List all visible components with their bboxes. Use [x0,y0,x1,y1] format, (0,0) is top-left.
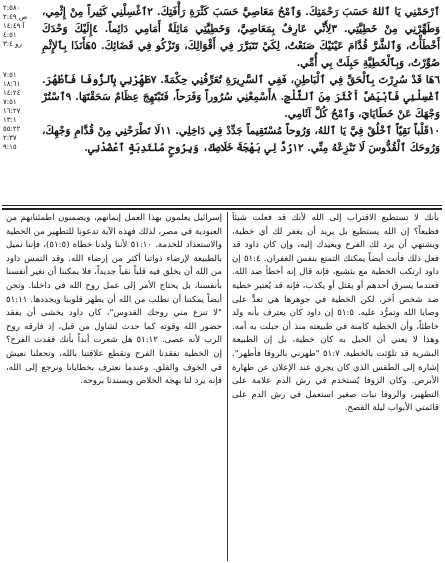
verse-paragraph: ٦هَا قَدْ سُرِرْتَ بِٱلْحَقِّ فِي ٱلْبَاطِنِ، فَفِي ٱلسَّرِيرَةِ تُعَرِّفُنِي حِكْمَةً. ٧طَهِّرْنِي بِٱلزُّوفَا فَأَطْهُرَ. ٱغْسِلْنِي فَأَبْيَضَّ أَكْثَرَ مِنَ ٱلثَّلْجِ. ٨أَسْمِعْنِي سُرُوراً وَفَرَحاً، فَتَبْتَهِجَ عِظَامٌ سَحَقْتَهَا. ٩ٱسْتُرْ وَجْهَكَ عَنْ خَطَايَايَ، وَٱمْحُ كُلَّ آثَامِي. [42,74,441,120]
divider-line [2,205,442,206]
cross-ref: ١٤:٢٤ [3,89,21,97]
cross-ref: ص ٢:٤٩ [3,13,28,21]
divider-line-thick [2,208,442,210]
column-divider [227,212,228,561]
cross-ref: آ ١٤:٤٩ [3,22,25,30]
scripture-section [0,4,445,205]
commentary-text: إسرائيل يعلمون بهذا العمل إيمانهم، ويضمنون اطمئنانهم من العبودية في مصر، لذلك فهذه الآية تدعونا للتطهير من الخطية والاستعداد للخدمة. ٥١:١٠ لأننا ولدنا خطاة (٥١:٥)، فإننا نميل بالطبيعة لإرضاء ذواتنا أكثر من إرضاء الله. وقد التمس داود من الله أن يخلق فيه قلباً نقياً جديداً، فلا يمكننا أن نغير أنفسنا بأنفسنا، بل يحتاج الأمر إلى عمل روح الله في داخلنا. ونحن أيضاً يمكننا أن نطلب من الله أن يطهر قلوبنا ويجددها. ٥١:١١ "لا تنزع مني روحك القدوس"، كان داود يخشى أن يفقد حضور الله وقوته كما حدث لشاول من قبل، إذ فارقه روح الرب لأنه عصى. ٥١:١٢ هل شعرت أبداً بأنك فقدت الفرح؟ إن الخطية تفقدنا الفرح وتقطع علاقتنا بالله، وتجعلنا نعيش في الخوف والقلق. وعندما نعترف بخطايانا ونرجع إلى الله، فإنه يرد لنا بهجة الخلاص ويسندنا بروحه. [6,213,222,387]
verse-paragraph: ١٠قَلْباً نَقِيّاً ٱخْلُقْ فِيَّ يَا ٱللهُ، وَرُوحاً مُسْتَقِيماً جَدِّدْ فِي دَاخِلِي. ١١لَا تَطْرَحْنِي مِنْ قُدَّامِ وَجْهِكَ، وَرُوحَكَ ٱلْقُدُّوسَ لَا تَنْزِعْهُ مِنِّي. ١٢رُدَّ لِي بَهْجَةَ خَلَاصِكَ، وَبِرُوحٍ مُنْتَدِبَةٍ ٱعْضُدْنِي. [42,125,440,154]
cross-ref: ٩:١٥ [3,143,17,151]
cross-ref: ٧:٥١ [3,98,17,106]
commentary-column-right [232,212,439,561]
cross-ref: ١٨:٦١ [3,80,21,88]
verse-paragraph: ٱرْحَمْنِي يَا ٱللهُ حَسَبَ رَحْمَتِكَ. وَٱمْحُ مَعَاصِيَّ حَسَبَ كَثْرَةِ رَأْفَتِكَ. ٢ٱغْسِلْنِي كَثِيراً مِنْ إِثْمِي، وَطَهِّرْنِي مِنْ خَطِيَّتِي. ٣لِأَنِّي عَارِفٌ بِمَعَاصِيَّ، وَخَطِيَّتِي مَائِلَةٌ أَمَامِي دَائِماً. ٤إِلَيْكَ وَحْدَكَ أَخْطَأْتُ، وَٱلشَّرَّ قُدَّامَ عَيْنَيْكَ صَنَعْتُ، لِكَيْ تَتَبَرَّرَ فِي أَقْوَالِكَ، وَتَزْكُو فِي قَضَائِكَ. ٥هَأَنَذَا بِٱلإِثْمِ صُوِّرْتُ، وَبِٱلْخَطِيَّةِ حَبِلَتْ بِي أُمِّي. [42,6,440,69]
cross-ref: ٤:٥١ [3,31,17,39]
cross-ref: ٧:٥١ [3,71,17,79]
cross-ref: ١٦:٢٧ [3,107,21,115]
commentary-column-left [6,212,222,561]
cross-references [3,4,39,152]
cross-ref: ٢:٥٨٠ [3,4,21,12]
cross-ref: ١٣:١ [3,116,17,124]
commentary-section [0,212,445,563]
cross-ref: ٥٥:٢٢ [3,125,21,133]
commentary-text: بأنك لا تستطيع الاقتراب إلى الله لأنك قد فعلت شيئاً فظيعاً؟ إن الله يستطيع بل يريد أن يغفر لك أي خطية، ويشتهي أن يرد لك الفرح ويعيدك إليه، وإن كان داود قد فعل ذلك فأنت أيضاً يمكنك التمتع بنفس الغفران. ٥١:٤ إن داود ارتكب الخطية مع بثشبع، فإنه قال إنه أخطأ ضد الله. فعندما يسرق أحدهم أو يقتل أو يكذب، فإنه قد يُعتبر خطية ضد شخص آخر، لكن الخطية في جوهرها هي تعدٍّ على وصايا الله وتمرُّد عليه. ٥١:٥ إن داود كان يعترف بأنه ولد خاطئاً، وأن الخطية كامنة في طبيعته منذ أن حبلت به أمه. وهذا لا يعني أن الحبل به كان خطية، بل إن الطبيعة البشرية قد تلوّثت بالخطية. ٥١:٧ "طهرني بالزوفا فأطهر". إشارة إلى الطقس الذي كان يجري عند الإعلان عن طهارة الأبرص. وكان الزوفا يُستخدم في رش الدم علامة على التطهير، والزوفا نبات صغير استعمل في رش الدم على قائمتي الأبواب ليلة الفصح. [232,213,439,414]
psalm-verses [42,4,440,157]
cross-ref: ٢:٣٧ [3,134,17,142]
cross-ref: رو ٣:٤ [3,40,22,48]
